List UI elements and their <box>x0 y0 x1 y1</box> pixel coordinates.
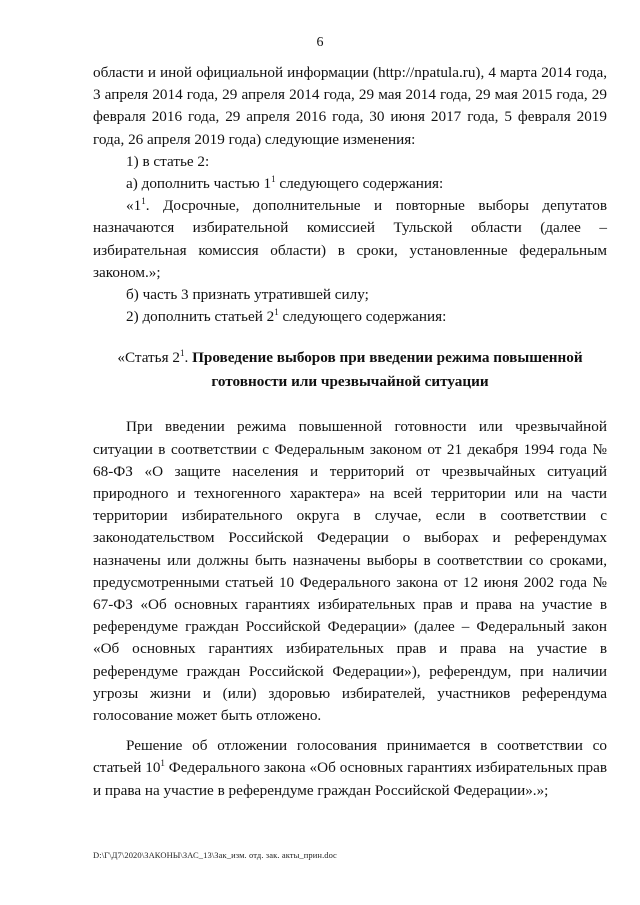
article-heading-title: Проведение выборов при введении режима повышенной готовности или чрезвычайной ситуации <box>192 349 583 391</box>
file-path-footer: D:\Г\Д7\2020\ЗАКОНЫ\ЗАС_13\Зак_изм. отд. зак. акты_прин.doc <box>93 850 337 860</box>
paragraph-part-1-1: «$1^1$. Досрочные, дополнительные и повторные выборы депутатов назначаются избирательной комиссией Тульской области (далее – избирательная комиссия области) в сроки, установленные федеральным законом.»; <box>93 196 607 281</box>
paragraph-article-body: При введении режима повышенной готовности или чрезвычайной ситуации в соответствии с Федеральным законом от 21 декабря 1994 года № 68-ФЗ «О защите населения и территорий от чрезвычайных ситуаций природного и техногенного характера» на всей территории или на части территории избирательного округа в случае, если в соответствии с законодательством Российской Федерации о выборах и референдумах назначены или должны быть назначены выборы в соответствии со сроками, предусмотренными статьей 10 Федерального закона от 12 июня 2002 года № 67-ФЗ «Об основных гарантиях избирательных прав и права на участие в референдуме граждан Российской Федерации» (далее – Федеральный закон «Об основных гарантиях избирательных прав и права на участие в референдуме граждан Российской Федерации»), референдум, при наличии угрозы жизни и (или) здоровью избирателей, участников референдума голосование может быть отложено. <box>93 418 607 725</box>
document-body <box>93 62 607 802</box>
page-number: 6 <box>316 35 324 50</box>
paragraph-item-2: 2) дополнить статьей $2^1$ следующего содержания: <box>126 307 447 326</box>
paragraph-item-1a: а) дополнить частью $1^1$ следующего содержания: <box>126 174 444 193</box>
paragraph-item-1b: б) часть 3 признать утратившей силу; <box>126 286 369 304</box>
article-heading: «Статья $2^1$. Проведение выборов при введении режима повышенной готовности или чрезвычайной ситуации <box>117 348 583 391</box>
paragraph-item-1: 1) в статье 2: <box>126 152 210 170</box>
paragraph-continuation: области и иной официальной информации (http://npatula.ru), 4 марта 2014 года, 3 апреля 2014 года, 29 апреля 2014 года, 29 мая 2014 года, 29 мая 2015 года, 29 февраля 2016 года, 29 апреля 2016 года, 30 июня 2017 года, 5 февраля 2019 года, 26 апреля 2019 года) следующие изменения: <box>93 64 607 148</box>
paragraph-decision: Решение об отложении голосования принимается в соответствии со статьей $10^1$ Федерального закона «Об основных гарантиях избирательных прав и права на участие в референдуме граждан Российской Федерации».»; <box>93 737 608 799</box>
